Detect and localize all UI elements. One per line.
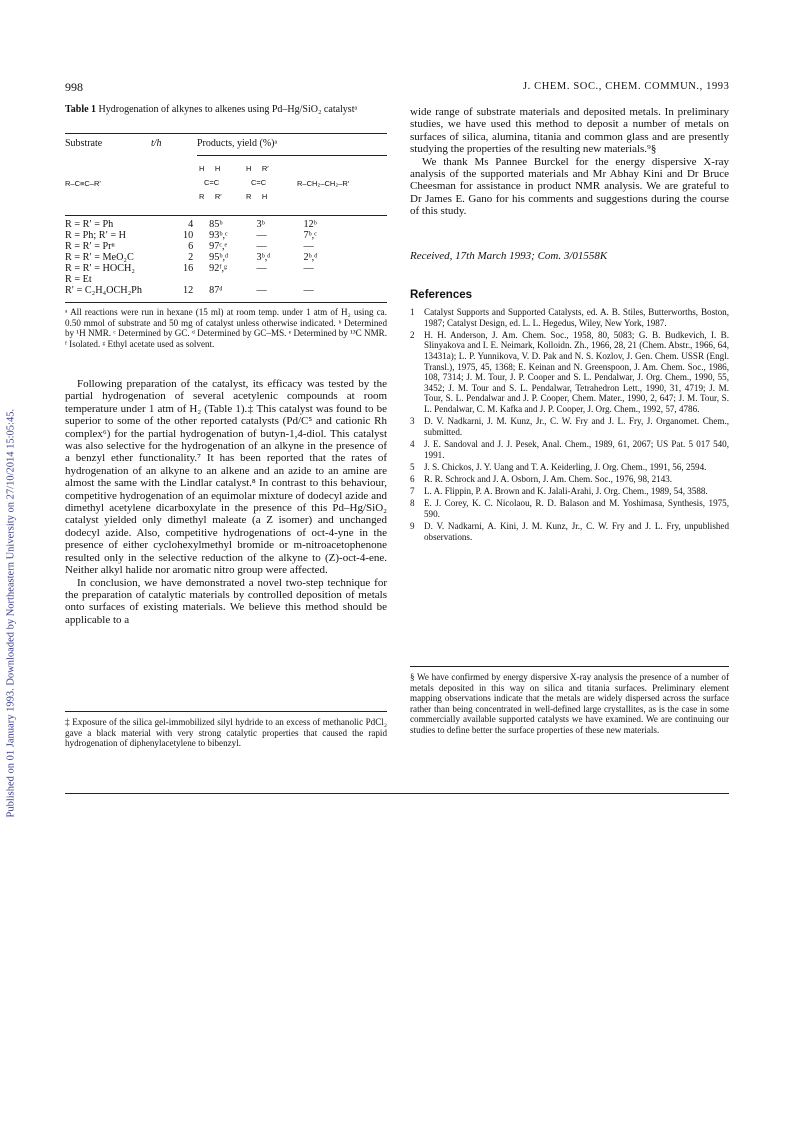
page-bottom-rule (65, 793, 729, 794)
reference-number: 6 (410, 473, 415, 484)
table-header-substrate: Substrate (65, 138, 103, 149)
trans-structure-mid: C=C (251, 178, 267, 187)
reference-item (410, 416, 729, 437)
table-row (65, 230, 387, 241)
cell-time: 16 (182, 263, 194, 274)
right-footnote-rule (410, 666, 729, 667)
reference-number: 8 (410, 498, 415, 509)
cell-cis-yield: 93ᵇ,ᶜ (209, 230, 228, 241)
table-row (65, 274, 387, 285)
cell-time: 4 (188, 219, 194, 230)
cell-alkane-yield: — (303, 285, 314, 296)
table-row (65, 285, 387, 296)
cis-structure-mid: C=C (204, 178, 220, 187)
table-row (65, 263, 387, 274)
cell-cis-yield: 87ᵈ (209, 285, 223, 296)
table-footnote: ᵃ All reactions were run in hexane (15 ml) at room temp. under 1 atm of H₂ using ca. 0.50 mmol of substrate and 50 mg of catalyst unless otherwise indicated. ᵇ Determined by ¹H NMR. ᶜ Determined by GC. ᵈ Determined by GC–MS. ᵉ Determined by ¹³C NMR. ᶠ Isolated. ᵍ Ethyl acetate used as solvent. (65, 307, 387, 349)
cell-substrate: R′ = C₂H₄OCH₂Ph (65, 285, 142, 296)
cell-substrate: R = Et (65, 274, 92, 285)
table-top-rule (65, 133, 387, 134)
table-row (65, 252, 387, 263)
reference-text: E. J. Corey, K. C. Nicolaou, R. D. Balason and M. Yoshimasa, Synthesis, 1975, 590. (424, 498, 729, 519)
left-body-text (65, 378, 387, 626)
reference-item (410, 486, 729, 497)
cell-trans-yield (257, 274, 304, 285)
cell-trans-yield: — (256, 241, 267, 252)
reference-number: 1 (410, 307, 415, 317)
reference-text: L. A. Flippin, P. A. Brown and K. Jalali-Arahi, J. Org. Chem., 1989, 54, 3588. (424, 486, 708, 497)
left-footnote-rule (65, 711, 387, 712)
cell-alkane-yield: — (303, 263, 314, 274)
cell-cis-yield: 85ᵇ (209, 219, 223, 230)
cell-substrate: R = R′ = MeO₂C (65, 252, 134, 263)
cell-trans-yield: — (256, 285, 267, 296)
reference-item (410, 439, 729, 460)
cell-substrate: R = R′ = Ph (65, 219, 114, 230)
reference-text: D. V. Nadkarni, J. M. Kunz, Jr., C. W. Fry and J. L. Fry, J. Organomet. Chem., submitted. (424, 416, 729, 437)
cell-time (150, 274, 209, 285)
alkane-structure: R–CH₂–CH₂–R′ (297, 179, 350, 188)
table-header-rule (65, 215, 387, 216)
cell-cis-yield: 97ᶜ,ᵉ (209, 241, 228, 252)
references-heading (410, 289, 472, 301)
paragraph-acknowledgements: We thank Ms Pannee Burckel for the energy dispersive X-ray analysis of the supported materials and Mr Abhay Kini and Dr Bruce Cheesman for assistance in product NMR analysis. We are grateful to Dr James E. Gano for his comments and suggestions during the course of this study. (410, 155, 729, 218)
cis-structure-top: H H (199, 164, 221, 173)
table-caption (65, 104, 387, 116)
page-number: 998 (65, 80, 83, 94)
reference-text: D. V. Nadkarni, A. Kini, J. M. Kunz, Jr., C. W. Fry and J. L. Fry, unpublished observations. (424, 521, 729, 542)
reference-number: 4 (410, 438, 415, 449)
reference-item (410, 498, 729, 519)
paragraph-conclusion: In conclusion, we have demonstrated a novel two-step technique for the preparation of catalytic materials by controlled deposition of metals onto surfaces of existing materials. We believe this method should be applicable to a (65, 576, 387, 626)
references-list (410, 307, 729, 544)
cell-time: 10 (182, 230, 194, 241)
reference-text: J. S. Chickos, J. Y. Uang and T. A. Keiderling, J. Org. Chem., 1991, 56, 2594. (424, 461, 707, 472)
reference-text: J. E. Sandoval and J. J. Pesek, Anal. Chem., 1989, 61, 2067; US Pat. 5 017 540, 1991. (424, 438, 729, 460)
cell-alkane-yield: 2ᵇ,ᵈ (303, 252, 318, 263)
cell-time: 2 (188, 252, 194, 263)
reference-item (410, 307, 729, 328)
table-bottom-rule (65, 302, 387, 303)
cell-substrate: R = R′ = HOCH₂ (65, 263, 135, 274)
reference-text: H. H. Anderson, J. Am. Chem. Soc., 1958, 80, 5083; G. B. Budkevich, I. B. Slinyakova and I. E. Neimark, Kolloidn. Zh., 1966, 28, 21 (Chem. Abstr., 1966, 64, 13431a); L. P. Yunnikova, V. D. Pak and N. S. Kozlov, J. Gen. Chem. USSR (Engl. Transl.), 1975, 45, 1368; E. Keinan and N. Greenspoon, J. Am. Chem. Soc., 1986, 108, 7314; J. M. Tour, J. P. Cooper and S. L. Pendalwar, J. Org. Chem., 1990, 55, 3452; J. M. Tour and S. L. Pendalwar, Tetrahedron Lett., 1990, 31, 4719; J. M. Tour, S. L. Pendalwar and J. P. Cooper, Chem. Mater., 1990, 2, 647; J. M. Tour, S. L. Pendalwar, C. M. Kafka and J. P. Cooper, J. Org. Chem., 1992, 57, 4786. (424, 329, 729, 414)
table-caption-label: Table 1 (65, 104, 97, 115)
reference-number: 3 (410, 416, 415, 427)
cell-substrate: R = R′ = Prⁿ (65, 241, 115, 252)
cell-time: 6 (188, 241, 194, 252)
cell-alkane-yield: 7ᵇ,ᶜ (303, 230, 317, 241)
journal-header: J. CHEM. SOC., CHEM. COMMUN., 1993 (523, 81, 730, 92)
cell-substrate: R = Ph; R′ = H (65, 230, 126, 241)
cis-structure-bottom: R R′ (199, 192, 222, 201)
reference-item (410, 521, 729, 542)
cell-time: 12 (182, 285, 194, 296)
cell-cis-yield: 92ᶠ,ᵍ (209, 263, 228, 274)
cell-cis-yield (209, 274, 256, 285)
paragraph-results: Following preparation of the catalyst, its efficacy was tested by the partial hydrogenation of several acetylenic compounds at room temperature under 1 atm of H₂ (Table 1).‡ This catalyst was found to be superior to some of the other reported catalysts (Pd/C⁵ and cationic Rh complex⁶) for the partial hydrogenation of butyn-1,4-diol. This catalyst was also selective for the hydrogenation of an alkyne in the presence of a benzyl ether functionality.⁷ It has been reported that the rates of hydrogenation of an alkyne to an alkene and an azide to an amine are almost the same with the Lindlar catalyst.⁸ In contrast to this behaviour, competitive hydrogenation of an equimolar mixture of dodecyl azide and dimethyl acetylene dicarboxylate in the presence of this Pd–Hg/SiO₂ catalyst yielded only dimethyl maleate (a Z isomer) and unchanged dodecyl azide. Also, competitive hydrogenations of oct-4-yne in the presence of either cyclohexylmethyl bromide or m-nitroacetophenone resulted only in the selective reduction of the alkyne to (Z)-oct-4-ene. Neither alkyl halide nor aromatic nitro group were affected. (65, 378, 387, 577)
trans-structure-bottom: R H (246, 192, 268, 201)
right-body-text (410, 106, 729, 218)
table-header-products: Products, yield (%)ᵃ (197, 138, 278, 149)
reference-item (410, 474, 729, 485)
left-footnote: ‡ Exposure of the silica gel-immobilized silyl hydride to an excess of methanolic PdCl₂ gave a black material with very strong catalytic properties that caused the rapid hydrogenation of diphenylacetylene to bibenzyl. (65, 717, 387, 749)
table-row (65, 241, 387, 252)
cell-trans-yield: 3ᵇ,ᵈ (256, 252, 271, 263)
paragraph-applications: wide range of substrate materials and deposited metals. In preliminary studies, we have used this method to deposit a number of metals on surfaces of silica, alumina, titania and common glass and are presently studying the properties of the resulting new materials.⁹§ (410, 106, 729, 156)
received-line: Received, 17th March 1993; Com. 3/01558K (410, 250, 608, 262)
reference-number: 7 (410, 486, 415, 497)
table-caption-text: Hydrogenation of alkynes to alkenes using Pd–Hg/SiO₂ catalystᵃ (98, 104, 358, 115)
reference-text: Catalyst Supports and Supported Catalysts, ed. A. B. Stiles, Butterworths, Boston, 1987; Catalyst Design, ed. L. L. Hegedus, Wiley, New York, 1987. (424, 307, 729, 328)
cell-trans-yield: 3ᵇ (256, 219, 265, 230)
references-title: References (410, 289, 473, 301)
cell-alkane-yield: 12ᵇ (303, 219, 317, 230)
reference-item (410, 330, 729, 415)
cell-trans-yield: — (256, 230, 267, 241)
reference-number: 2 (410, 329, 415, 340)
reference-text: R. R. Schrock and J. A. Osborn, J. Am. Chem. Soc., 1976, 98, 2143. (424, 473, 673, 484)
cell-cis-yield: 95ᵇ,ᵈ (209, 252, 229, 263)
table-row (65, 219, 387, 230)
reference-number: 5 (410, 461, 415, 472)
cell-alkane-yield: — (303, 241, 314, 252)
download-stamp: Published on 01 January 1993. Downloaded by Northeastern University on 27/10/2014 15:05:45. (5, 408, 17, 818)
reference-item (410, 462, 729, 473)
substrate-structure: R–C≡C–R′ (65, 179, 101, 188)
cell-alkane-yield (303, 274, 387, 285)
table-header-time: t/h (151, 138, 162, 149)
products-rule (197, 155, 387, 156)
reference-number: 9 (410, 521, 415, 532)
results-table (65, 219, 387, 296)
cell-trans-yield: — (256, 263, 267, 274)
right-footnote: § We have confirmed by energy dispersive X-ray analysis the presence of a number of metals deposited in this way on silica and titania surfaces. Preliminary element mapping observations indicate that the metals are widely dispersed across the surface rather than being concentrated in well-defined large crystallites, as is the case in some commercially available supported catalysts we have examined. We are continuing our studies to define better the surface properties of these new materials. (410, 672, 729, 735)
trans-structure-top: H R′ (246, 164, 269, 173)
